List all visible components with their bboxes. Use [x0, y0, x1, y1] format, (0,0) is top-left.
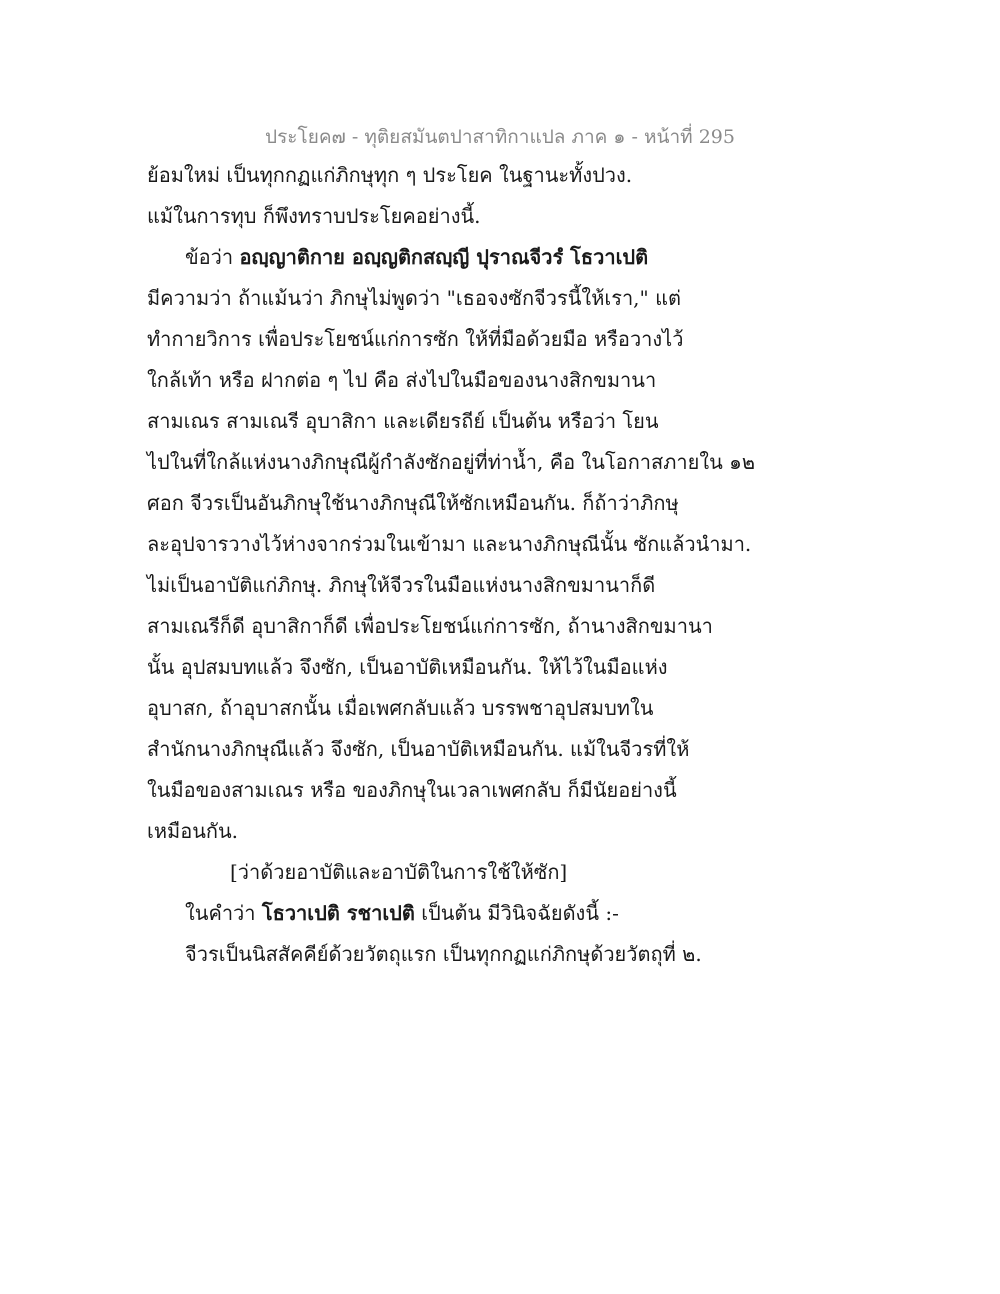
text-line: สามเณรีก็ดี อุบาสิกาก็ดี เพื่อประโยชน์แก่การซัก, ถ้านางสิกขมานา — [147, 614, 713, 638]
section-heading: [ว่าด้วยอาบัติและอาบัติในการใช้ให้ซัก] — [230, 860, 568, 884]
line-prefix: ในคำว่า — [185, 901, 262, 925]
text-line: แม้ในการทุบ ก็พึงทราบประโยคอย่างนี้. — [147, 204, 481, 228]
text-line: ไปในที่ใกล้แห่งนางภิกษุณีผู้กำลังซักอยู่ที่ท่าน้ำ, คือ ในโอกาสภายใน ๑๒ — [147, 450, 756, 474]
text-line-with-pali — [147, 893, 747, 934]
document-body — [147, 155, 756, 975]
text-line: จีวรเป็นนิสสัคคีย์ด้วยวัตถุแรก เป็นทุกกฏแก่ภิกษุด้วยวัตถุที่ ๒. — [185, 942, 702, 966]
text-line: มีความว่า ถ้าแม้นว่า ภิกษุไม่พูดว่า "เธอจงซักจีวรนี้ให้เรา," แต่ — [147, 286, 681, 310]
line-prefix: ข้อว่า — [185, 245, 240, 269]
text-line: สามเณร สามเณรี อุบาสิกา และเดียรถีย์ เป็นต้น หรือว่า โยน — [147, 409, 659, 433]
line-suffix: เป็นต้น มีวินิจฉัยดังนี้ :- — [414, 901, 619, 925]
text-line: ไม่เป็นอาบัติแก่ภิกษุ. ภิกษุให้จีวรในมือแห่งนางสิกขมานาก็ดี — [147, 573, 656, 597]
text-line: เหมือนกัน. — [147, 819, 239, 843]
text-line: ย้อมใหม่ เป็นทุกกฏแก่ภิกษุทุก ๆ ประโยค ในฐานะทั้งปวง. — [147, 163, 633, 187]
text-line: ละอุปจารวางไว้ห่างจากร่วมในเข้ามา และนางภิกษุณีนั้น ซักแล้วนำมา. — [147, 532, 752, 556]
text-line: อุบาสก, ถ้าอุบาสกนั้น เมื่อเพศกลับแล้ว บรรพชาอุปสมบทใน — [147, 696, 654, 720]
text-line: ทำกายวิการ เพื่อประโยชน์แก่การซัก ให้ที่มือด้วยมือ หรือวางไว้ — [147, 327, 684, 351]
text-line: ในมือของสามเณร หรือ ของภิกษุในเวลาเพศกลับ ก็มีนัยอย่างนี้ — [147, 778, 677, 802]
pali-term: โธวาเปติ รชาเปติ — [261, 901, 415, 925]
text-line: นั้น อุปสมบทแล้ว จึงซัก, เป็นอาบัติเหมือนกัน. ให้ไว้ในมือแห่ง — [147, 655, 668, 679]
text-line: สำนักนางภิกษุณีแล้ว จึงซัก, เป็นอาบัติเหมือนกัน. แม้ในจีวรที่ให้ — [147, 737, 690, 761]
text-line-with-pali — [147, 237, 747, 278]
page-header: ประโยค๗ - ทุติยสมันตปาสาทิกาแปล ภาค ๑ - หน้าที่ 295 — [265, 126, 735, 148]
pali-term: อญฺญาติกาย อญฺญติกสญฺญี ปุราณจีวรํ โธวาเปติ — [239, 245, 649, 269]
text-line: ใกล้เท้า หรือ ฝากต่อ ๆ ไป คือ ส่งไปในมือของนางสิกขมานา — [147, 368, 657, 392]
text-line: ศอก จีวรเป็นอันภิกษุใช้นางภิกษุณีให้ซักเหมือนกัน. ก็ถ้าว่าภิกษุ — [147, 491, 679, 515]
